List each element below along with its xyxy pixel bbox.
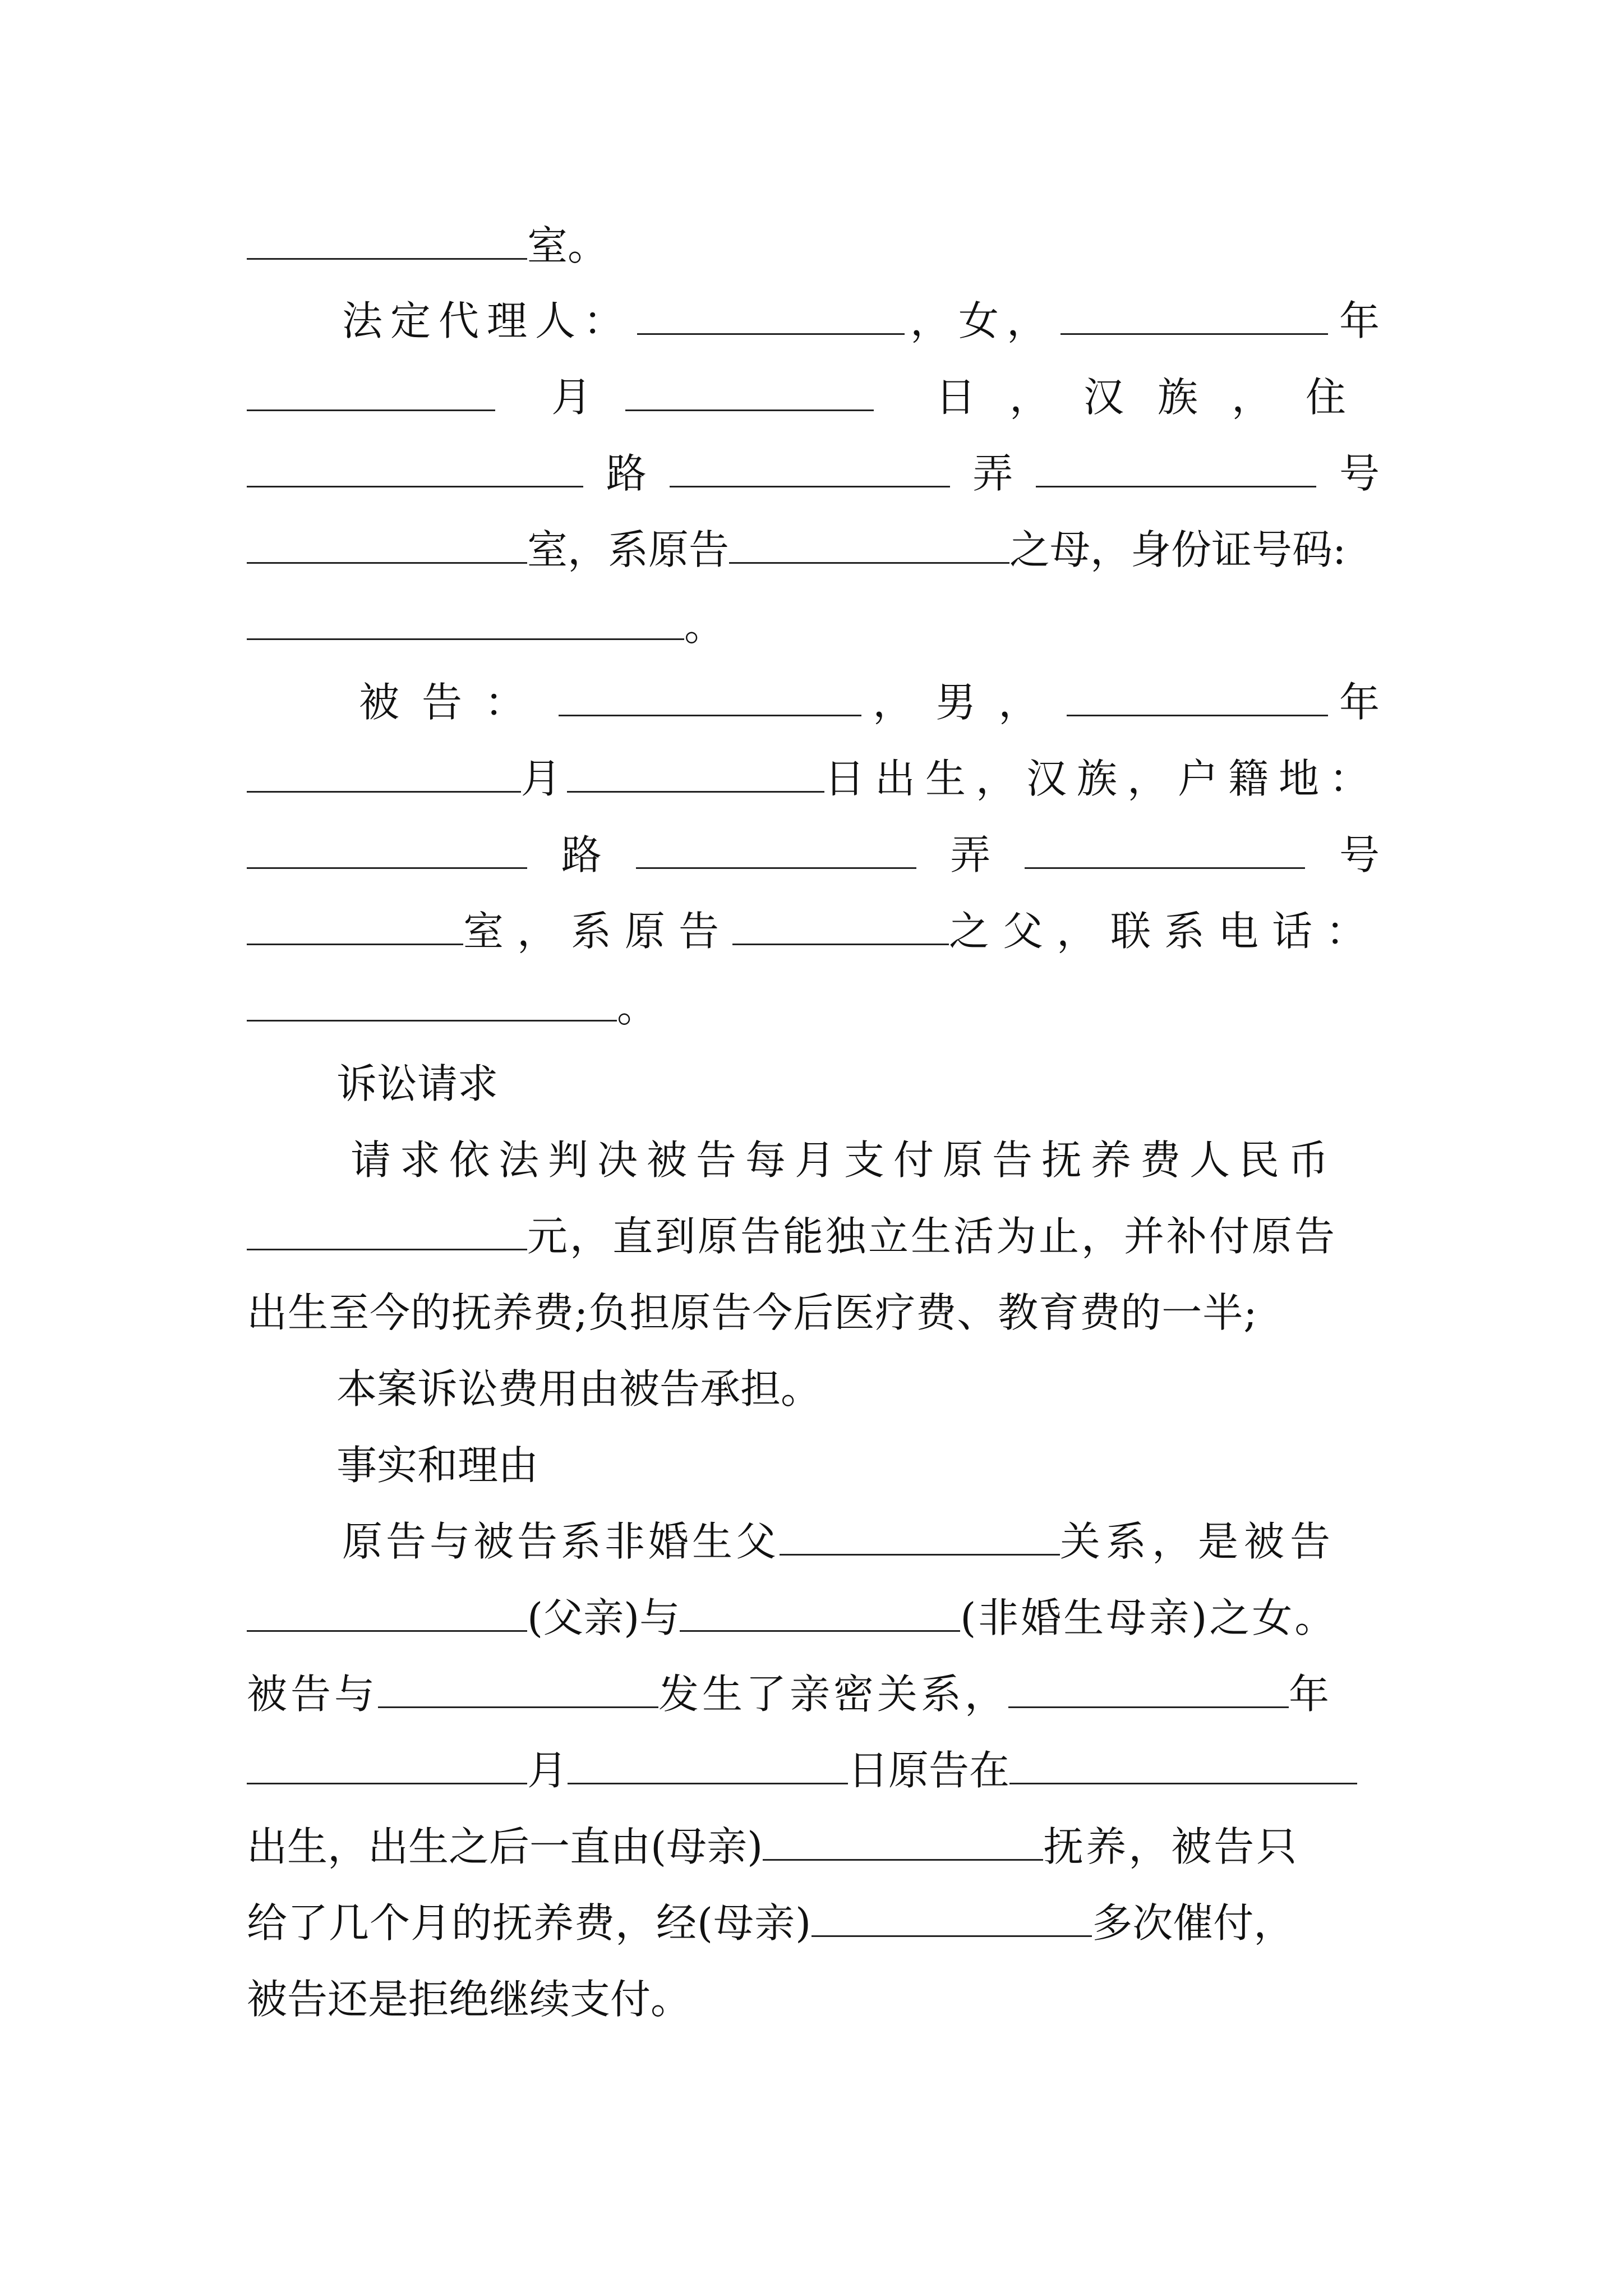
fill-in-blank[interactable] <box>567 757 824 793</box>
text-segment: 号 <box>1339 450 1380 497</box>
text-line <box>247 516 1380 583</box>
fill-in-blank[interactable] <box>559 681 861 716</box>
text-line <box>336 1355 1380 1423</box>
section-heading <box>336 1050 1380 1117</box>
text-line <box>247 1584 1380 1651</box>
text-segment: 多次催付， <box>1092 1899 1294 1947</box>
text-line <box>247 1279 1380 1346</box>
text-segment: 关系，是被告 <box>1060 1518 1336 1565</box>
fill-in-blank[interactable] <box>247 1749 527 1784</box>
text-line <box>351 1126 1380 1194</box>
fill-in-blank[interactable] <box>247 376 495 411</box>
text-segment: 年 <box>1289 1671 1330 1718</box>
text-line <box>247 1966 1380 2033</box>
fill-in-blank[interactable] <box>247 1596 527 1632</box>
text-line <box>247 745 1380 812</box>
text-line <box>247 212 1380 279</box>
fill-in-blank[interactable] <box>637 300 905 335</box>
text-line <box>247 440 1380 507</box>
text-segment: 日出生，汉族，户籍地： <box>824 755 1380 802</box>
fill-in-blank[interactable] <box>247 757 521 793</box>
fill-in-blank[interactable] <box>247 452 583 487</box>
text-segment: 抚养，被告只 <box>1043 1823 1299 1870</box>
text-segment: 被告与 <box>247 1671 379 1718</box>
text-segment: 请求依法判决被告每月支付原告抚养费人民币 <box>351 1137 1338 1184</box>
text-line <box>247 592 1380 660</box>
text-segment: 之母，身份证号码: <box>1009 526 1347 573</box>
fill-in-blank[interactable] <box>1061 300 1328 335</box>
text-segment: 。 <box>684 602 725 650</box>
fill-in-blank[interactable] <box>247 1215 527 1250</box>
text-segment: 年 <box>1339 297 1380 344</box>
text-segment: 月 <box>527 1747 568 1794</box>
text-segment: 元，直到原告能独立生活为止，并补付原告 <box>527 1213 1338 1260</box>
fill-in-blank[interactable] <box>247 834 527 869</box>
fill-in-blank[interactable] <box>1025 834 1305 869</box>
text-segment: 日原告在 <box>848 1747 1010 1794</box>
text-line <box>247 1660 1380 1728</box>
fill-in-blank[interactable] <box>247 605 684 640</box>
text-segment: 本案诉讼费用由被告承担。 <box>336 1365 822 1412</box>
text-segment: 之父，联系电话： <box>948 908 1380 955</box>
text-segment: 出生至今的抚养费;负担原告今后医疗费、教育费的一半; <box>247 1289 1258 1336</box>
text-line <box>247 1737 1380 1804</box>
text-segment: (非婚生母亲)之女。 <box>960 1594 1338 1641</box>
text-segment: 年 <box>1339 679 1380 726</box>
fill-in-blank[interactable] <box>247 224 527 260</box>
text-line <box>247 1203 1380 1270</box>
text-segment: (父亲)与 <box>527 1594 680 1641</box>
text-line <box>359 669 1380 736</box>
fill-in-blank[interactable] <box>247 528 527 564</box>
fill-in-blank[interactable] <box>680 1596 960 1632</box>
text-segment: 弄 <box>972 450 1013 497</box>
text-segment: 月 <box>551 374 592 421</box>
text-line <box>247 1889 1380 1957</box>
text-segment: 日，汉族，住 <box>935 374 1380 421</box>
heading-text: 事实和理由 <box>336 1442 539 1489</box>
text-segment: 室，系原告 <box>527 526 730 573</box>
fill-in-blank[interactable] <box>1009 1749 1357 1784</box>
fill-in-blank[interactable] <box>670 452 950 487</box>
fill-in-blank[interactable] <box>763 1825 1043 1861</box>
text-segment: 室。 <box>527 222 608 269</box>
text-line <box>247 898 1380 965</box>
heading-text: 诉讼请求 <box>336 1060 499 1107</box>
fill-in-blank[interactable] <box>729 528 1009 564</box>
text-segment: 被告： <box>359 679 548 726</box>
text-segment: 路 <box>606 450 647 497</box>
text-segment: 被告还是拒绝继续支付。 <box>247 1976 691 2023</box>
text-segment: 号 <box>1339 831 1380 878</box>
text-segment: 路 <box>561 831 602 878</box>
text-segment: 室，系原告 <box>463 908 732 955</box>
text-line <box>247 974 1380 1041</box>
fill-in-blank[interactable] <box>732 910 949 945</box>
text-segment: ，女， <box>910 297 1055 344</box>
section-heading <box>336 1432 1380 1499</box>
fill-in-blank[interactable] <box>1008 1673 1289 1708</box>
text-line <box>342 287 1380 355</box>
text-segment: 法定代理人： <box>342 297 632 344</box>
fill-in-blank[interactable] <box>1067 681 1328 716</box>
fill-in-blank[interactable] <box>378 1673 658 1708</box>
fill-in-blank[interactable] <box>811 1902 1092 1937</box>
text-line <box>247 1813 1380 1880</box>
fill-in-blank[interactable] <box>625 376 874 411</box>
text-segment: 。 <box>617 984 658 1031</box>
text-segment: 发生了亲密关系， <box>658 1671 1009 1718</box>
text-segment: 原告与被告系非婚生父 <box>342 1518 780 1565</box>
text-segment: 弄 <box>950 831 991 878</box>
text-segment: 出生，出生之后一直由(母亲) <box>247 1823 763 1870</box>
fill-in-blank[interactable] <box>247 986 617 1022</box>
fill-in-blank[interactable] <box>1036 452 1316 487</box>
fill-in-blank[interactable] <box>780 1520 1060 1556</box>
text-segment: 给了几个月的抚养费，经(母亲) <box>247 1899 812 1947</box>
text-segment: ，男， <box>873 679 1062 726</box>
text-segment: 月 <box>520 755 561 802</box>
text-line <box>247 821 1380 889</box>
text-line <box>247 364 1380 431</box>
fill-in-blank[interactable] <box>636 834 916 869</box>
fill-in-blank[interactable] <box>247 910 463 945</box>
fill-in-blank[interactable] <box>568 1749 848 1784</box>
text-line <box>342 1508 1380 1575</box>
